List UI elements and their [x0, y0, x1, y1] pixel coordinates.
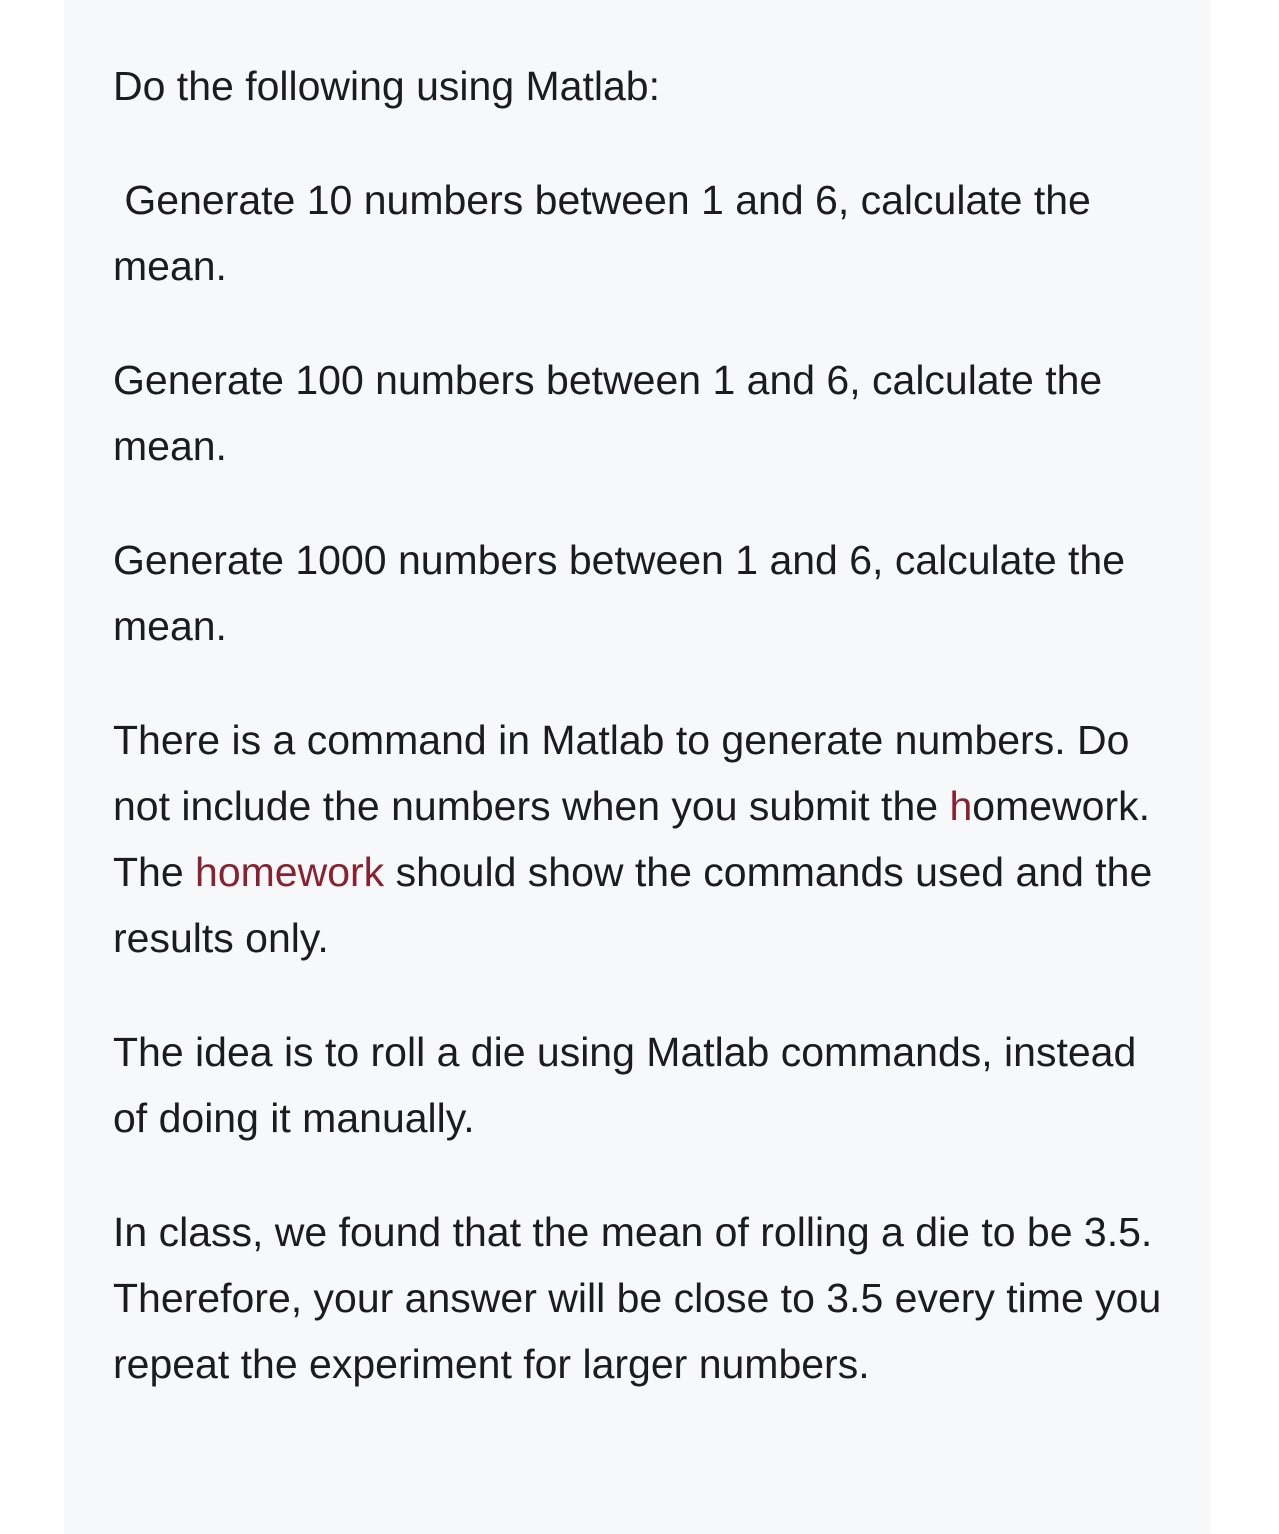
question-panel: [64, 0, 1210, 1534]
homework-h-link[interactable]: h: [949, 783, 973, 829]
task-100-paragraph: Generate 100 numbers between 1 and 6, calculate the mean.: [113, 357, 1103, 469]
homework-link[interactable]: homework: [195, 849, 385, 895]
instructions-text-3: should show the commands used and the results only.: [113, 849, 1153, 961]
task-10-paragraph: Generate 10 numbers between 1 and 6, calculate the mean.: [113, 177, 1103, 289]
instructions-text-2: omework. The: [113, 783, 1150, 895]
instructions-paragraph: [113, 707, 1170, 971]
task-1000-paragraph: Generate 1000 numbers between 1 and 6, calculate the mean.: [113, 537, 1126, 649]
conclusion-paragraph: In class, we found that the mean of rolling a die to be 3.5. Therefore, your answer will be close to 3.5 every time you repeat the experiment for larger numbers.: [113, 1209, 1162, 1387]
instructions-text-1: There is a command in Matlab to generate numbers. Do not include the numbers when you submit the: [113, 717, 1130, 829]
idea-paragraph: The idea is to roll a die using Matlab commands, instead of doing it manually.: [113, 1029, 1137, 1141]
intro-paragraph: Do the following using Matlab:: [113, 63, 660, 109]
